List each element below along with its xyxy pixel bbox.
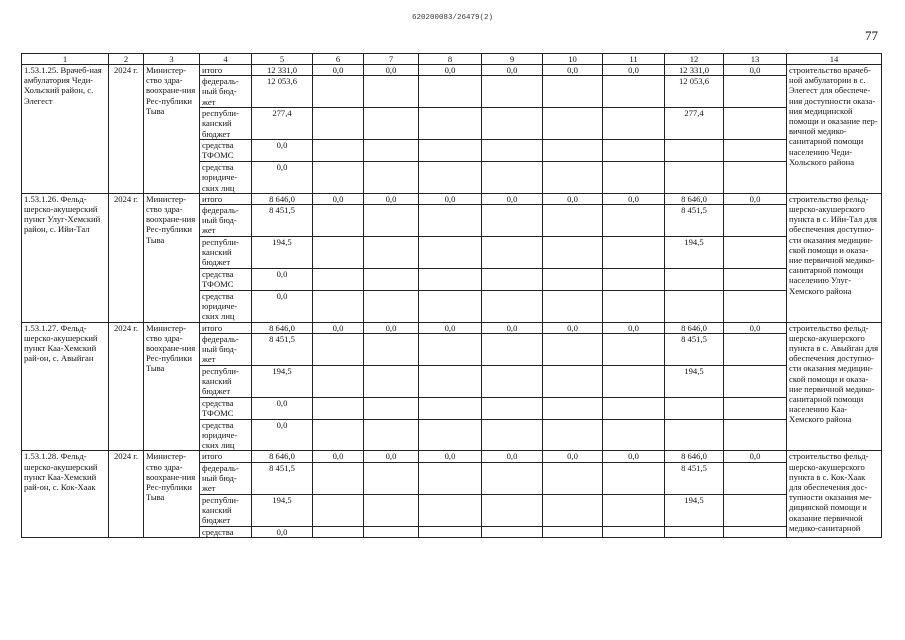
value-cell xyxy=(603,291,665,323)
value-cell: 0,0 xyxy=(543,322,603,333)
value-cell: 0,0 xyxy=(313,193,364,204)
value-cell: 12 053,6 xyxy=(252,76,313,108)
value-cell xyxy=(724,205,787,237)
funding-source: республи-канский бюджет xyxy=(200,494,252,526)
value-cell: 277,4 xyxy=(252,108,313,140)
value-cell: 0,0 xyxy=(419,193,482,204)
value-cell: 0,0 xyxy=(724,451,787,462)
value-cell xyxy=(603,205,665,237)
value-cell: 12 053,6 xyxy=(665,76,724,108)
table-row xyxy=(22,193,882,204)
value-cell: 194,5 xyxy=(252,494,313,526)
column-header: 2 xyxy=(109,54,144,65)
value-cell: 8 646,0 xyxy=(665,193,724,204)
value-cell: 0,0 xyxy=(313,451,364,462)
value-cell: 0,0 xyxy=(364,451,419,462)
value-cell xyxy=(313,419,364,451)
column-header: 12 xyxy=(665,54,724,65)
value-cell: 0,0 xyxy=(724,322,787,333)
column-header: 14 xyxy=(787,54,882,65)
value-cell: 0,0 xyxy=(482,193,543,204)
value-cell xyxy=(603,140,665,162)
value-cell xyxy=(482,462,543,494)
value-cell xyxy=(603,365,665,397)
value-cell xyxy=(543,108,603,140)
value-cell xyxy=(482,205,543,237)
value-cell: 0,0 xyxy=(482,322,543,333)
value-cell xyxy=(313,494,364,526)
value-cell xyxy=(724,291,787,323)
value-cell xyxy=(313,333,364,365)
value-cell xyxy=(419,494,482,526)
value-cell xyxy=(665,269,724,291)
value-cell: 0,0 xyxy=(252,162,313,194)
funding-source: федераль-ный бюд-жет xyxy=(200,333,252,365)
value-cell: 8 451,5 xyxy=(665,462,724,494)
value-cell: 0,0 xyxy=(252,397,313,419)
value-cell xyxy=(419,419,482,451)
value-cell xyxy=(313,397,364,419)
column-header: 4 xyxy=(200,54,252,65)
funding-source: средства юридиче-ских лиц xyxy=(200,291,252,323)
value-cell: 194,5 xyxy=(665,237,724,269)
value-cell xyxy=(543,365,603,397)
column-header: 9 xyxy=(482,54,543,65)
value-cell xyxy=(482,140,543,162)
entry-organization: Министер-ство здра-воохране-ния Рес-публики Тыва xyxy=(144,193,200,322)
value-cell xyxy=(482,365,543,397)
value-cell xyxy=(724,140,787,162)
entry-name: 1.53.1.26. Фельд-шерско-акушерский пункт Улуг-Хемский район, с. Ийи-Тал xyxy=(22,193,109,322)
value-cell xyxy=(313,108,364,140)
expected-result: строительство врачеб-ной амбулатории в с. Элегест для обеспече-ния доступности оказа-ния медицинской помощи и оказание пер-вичной медико-санитарной помощи населению Чеди-Хольского района xyxy=(787,65,882,194)
funding-source: республи-канский бюджет xyxy=(200,365,252,397)
value-cell: 12 331,0 xyxy=(665,65,724,76)
value-cell xyxy=(313,365,364,397)
table-body xyxy=(22,54,882,538)
entry-year: 2024 г. xyxy=(109,322,144,451)
value-cell xyxy=(419,140,482,162)
column-header: 1 xyxy=(22,54,109,65)
column-header: 7 xyxy=(364,54,419,65)
expected-result: строительство фельд-шерско-акушерского пункта в с. Авыйган для обеспечения доступно-сти оказания медицин-ской помощи и оказа-ние первичной медико-санитарной помощи населению Каа-Хемского района xyxy=(787,322,882,451)
value-cell: 0,0 xyxy=(482,65,543,76)
value-cell xyxy=(364,419,419,451)
value-cell: 194,5 xyxy=(665,365,724,397)
value-cell xyxy=(364,269,419,291)
entry-organization: Министер-ство здра-воохране-ния Рес-публики Тыва xyxy=(144,322,200,451)
value-cell xyxy=(419,108,482,140)
value-cell xyxy=(419,291,482,323)
funding-source: федераль-ный бюд-жет xyxy=(200,462,252,494)
funding-source: федераль-ный бюд-жет xyxy=(200,76,252,108)
funding-source: федераль-ный бюд-жет xyxy=(200,205,252,237)
value-cell: 8 646,0 xyxy=(252,322,313,333)
expected-result: строительство фельд-шерско-акушерского пункта в с. Ийи-Тал для обеспечения доступно-сти оказания медицин-ской помощи и оказа-ние первичной медико-санитарной помощи населению Улуг-Хемского района xyxy=(787,193,882,322)
value-cell: 194,5 xyxy=(252,237,313,269)
value-cell: 277,4 xyxy=(665,108,724,140)
value-cell xyxy=(364,291,419,323)
value-cell: 0,0 xyxy=(313,322,364,333)
value-cell xyxy=(603,462,665,494)
value-cell: 8 646,0 xyxy=(665,451,724,462)
value-cell xyxy=(482,76,543,108)
funding-source: средства юридиче-ских лиц xyxy=(200,419,252,451)
column-header: 8 xyxy=(419,54,482,65)
value-cell: 0,0 xyxy=(252,291,313,323)
value-cell xyxy=(482,291,543,323)
value-cell: 194,5 xyxy=(665,494,724,526)
value-cell xyxy=(419,269,482,291)
value-cell xyxy=(543,462,603,494)
funding-source: итого xyxy=(200,193,252,204)
value-cell: 0,0 xyxy=(252,269,313,291)
column-header: 13 xyxy=(724,54,787,65)
value-cell: 0,0 xyxy=(603,451,665,462)
value-cell xyxy=(482,333,543,365)
value-cell: 12 331,0 xyxy=(252,65,313,76)
value-cell xyxy=(419,237,482,269)
value-cell: 8 451,5 xyxy=(252,333,313,365)
funding-source: средства ТФОМС xyxy=(200,140,252,162)
value-cell xyxy=(364,162,419,194)
value-cell xyxy=(724,462,787,494)
value-cell xyxy=(313,526,364,537)
value-cell xyxy=(603,333,665,365)
value-cell xyxy=(543,237,603,269)
value-cell xyxy=(665,162,724,194)
value-cell xyxy=(543,162,603,194)
value-cell xyxy=(603,526,665,537)
expected-result: строительство фельд-шерско-акушерского пункта в с. Кок-Хаак для обеспечения дос-тупности оказания ме-дицинской помощи и оказание первичной медико-санитарной xyxy=(787,451,882,537)
value-cell xyxy=(543,140,603,162)
funding-source: итого xyxy=(200,65,252,76)
value-cell xyxy=(543,419,603,451)
funding-source: республи-канский бюджет xyxy=(200,108,252,140)
value-cell xyxy=(482,269,543,291)
funding-source: средства юридиче-ских лиц xyxy=(200,162,252,194)
value-cell xyxy=(543,76,603,108)
value-cell xyxy=(724,108,787,140)
value-cell xyxy=(364,237,419,269)
value-cell: 194,5 xyxy=(252,365,313,397)
value-cell xyxy=(543,269,603,291)
value-cell xyxy=(313,162,364,194)
value-cell xyxy=(724,237,787,269)
table-row xyxy=(22,322,882,333)
value-cell: 0,0 xyxy=(252,419,313,451)
value-cell xyxy=(482,494,543,526)
value-cell xyxy=(724,494,787,526)
value-cell xyxy=(603,397,665,419)
value-cell xyxy=(543,333,603,365)
value-cell: 0,0 xyxy=(724,65,787,76)
value-cell xyxy=(419,205,482,237)
entry-name: 1.53.1.27. Фельд-шерско-акушерский пункт Каа-Хемский рай-он, с. Авыйган xyxy=(22,322,109,451)
value-cell: 0,0 xyxy=(364,65,419,76)
value-cell xyxy=(603,76,665,108)
value-cell xyxy=(665,419,724,451)
value-cell xyxy=(364,397,419,419)
value-cell: 0,0 xyxy=(419,451,482,462)
document-id: 620200083/26479(2) xyxy=(411,14,493,22)
value-cell xyxy=(313,291,364,323)
value-cell: 0,0 xyxy=(419,65,482,76)
value-cell xyxy=(419,397,482,419)
entry-year: 2024 г. xyxy=(109,65,144,194)
column-header: 3 xyxy=(144,54,200,65)
value-cell xyxy=(543,526,603,537)
value-cell xyxy=(724,333,787,365)
value-cell xyxy=(724,419,787,451)
value-cell: 0,0 xyxy=(364,193,419,204)
value-cell xyxy=(482,108,543,140)
value-cell xyxy=(364,462,419,494)
value-cell xyxy=(419,526,482,537)
entry-year: 2024 г. xyxy=(109,193,144,322)
value-cell: 0,0 xyxy=(364,322,419,333)
value-cell xyxy=(482,162,543,194)
value-cell xyxy=(482,237,543,269)
value-cell xyxy=(724,76,787,108)
value-cell xyxy=(724,269,787,291)
column-header: 10 xyxy=(543,54,603,65)
value-cell: 0,0 xyxy=(603,193,665,204)
value-cell xyxy=(603,419,665,451)
value-cell xyxy=(603,108,665,140)
value-cell xyxy=(313,205,364,237)
value-cell xyxy=(543,291,603,323)
table-row xyxy=(22,65,882,76)
column-header: 5 xyxy=(252,54,313,65)
value-cell xyxy=(603,237,665,269)
value-cell: 8 451,5 xyxy=(665,205,724,237)
budget-table xyxy=(21,53,882,538)
value-cell: 8 451,5 xyxy=(665,333,724,365)
value-cell xyxy=(313,140,364,162)
value-cell xyxy=(313,269,364,291)
funding-source: итого xyxy=(200,322,252,333)
value-cell xyxy=(603,269,665,291)
value-cell: 0,0 xyxy=(482,451,543,462)
value-cell xyxy=(665,397,724,419)
value-cell xyxy=(313,76,364,108)
value-cell: 8 646,0 xyxy=(665,322,724,333)
value-cell xyxy=(603,494,665,526)
value-cell xyxy=(419,462,482,494)
page-number: 77 xyxy=(865,28,878,43)
funding-source: средства ТФОМС xyxy=(200,269,252,291)
value-cell: 0,0 xyxy=(252,140,313,162)
value-cell xyxy=(364,526,419,537)
value-cell xyxy=(724,365,787,397)
column-header: 6 xyxy=(313,54,364,65)
value-cell xyxy=(364,333,419,365)
value-cell xyxy=(419,365,482,397)
funding-source: средства xyxy=(200,526,252,537)
value-cell xyxy=(665,291,724,323)
funding-source: итого xyxy=(200,451,252,462)
entry-organization: Министер-ство здра-воохране-ния Рес-публики Тыва xyxy=(144,451,200,537)
value-cell xyxy=(543,205,603,237)
funding-source: средства ТФОМС xyxy=(200,397,252,419)
value-cell xyxy=(364,108,419,140)
value-cell: 0,0 xyxy=(313,65,364,76)
value-cell xyxy=(724,397,787,419)
value-cell xyxy=(482,526,543,537)
value-cell xyxy=(364,365,419,397)
value-cell xyxy=(665,140,724,162)
value-cell xyxy=(364,494,419,526)
value-cell: 0,0 xyxy=(543,193,603,204)
entry-organization: Министер-ство здра-воохране-ния Рес-публики Тыва xyxy=(144,65,200,194)
value-cell: 0,0 xyxy=(419,322,482,333)
entry-year: 2024 г. xyxy=(109,451,144,537)
value-cell xyxy=(724,526,787,537)
value-cell xyxy=(419,333,482,365)
value-cell xyxy=(313,237,364,269)
value-cell: 0,0 xyxy=(543,451,603,462)
value-cell xyxy=(364,76,419,108)
value-cell xyxy=(724,162,787,194)
value-cell xyxy=(543,397,603,419)
value-cell: 8 646,0 xyxy=(252,193,313,204)
value-cell: 8 451,5 xyxy=(252,205,313,237)
value-cell xyxy=(603,162,665,194)
value-cell xyxy=(419,76,482,108)
value-cell: 8 451,5 xyxy=(252,462,313,494)
value-cell xyxy=(543,494,603,526)
entry-name: 1.53.1.28. Фельд-шерско-акушерский пункт Каа-Хемский рай-он, с. Кок-Хаак xyxy=(22,451,109,537)
value-cell: 0,0 xyxy=(252,526,313,537)
value-cell: 0,0 xyxy=(603,65,665,76)
value-cell: 0,0 xyxy=(543,65,603,76)
value-cell: 0,0 xyxy=(724,193,787,204)
value-cell: 8 646,0 xyxy=(252,451,313,462)
value-cell xyxy=(665,526,724,537)
value-cell xyxy=(419,162,482,194)
value-cell: 0,0 xyxy=(603,322,665,333)
value-cell xyxy=(364,140,419,162)
funding-source: республи-канский бюджет xyxy=(200,237,252,269)
entry-name: 1.53.1.25. Врачеб-ная амбулатория Чеди-Хольский район, с. Элегест xyxy=(22,65,109,194)
value-cell xyxy=(364,205,419,237)
column-header-row xyxy=(22,54,882,65)
value-cell xyxy=(313,462,364,494)
column-header: 11 xyxy=(603,54,665,65)
value-cell xyxy=(482,397,543,419)
value-cell xyxy=(482,419,543,451)
table-row xyxy=(22,451,882,462)
